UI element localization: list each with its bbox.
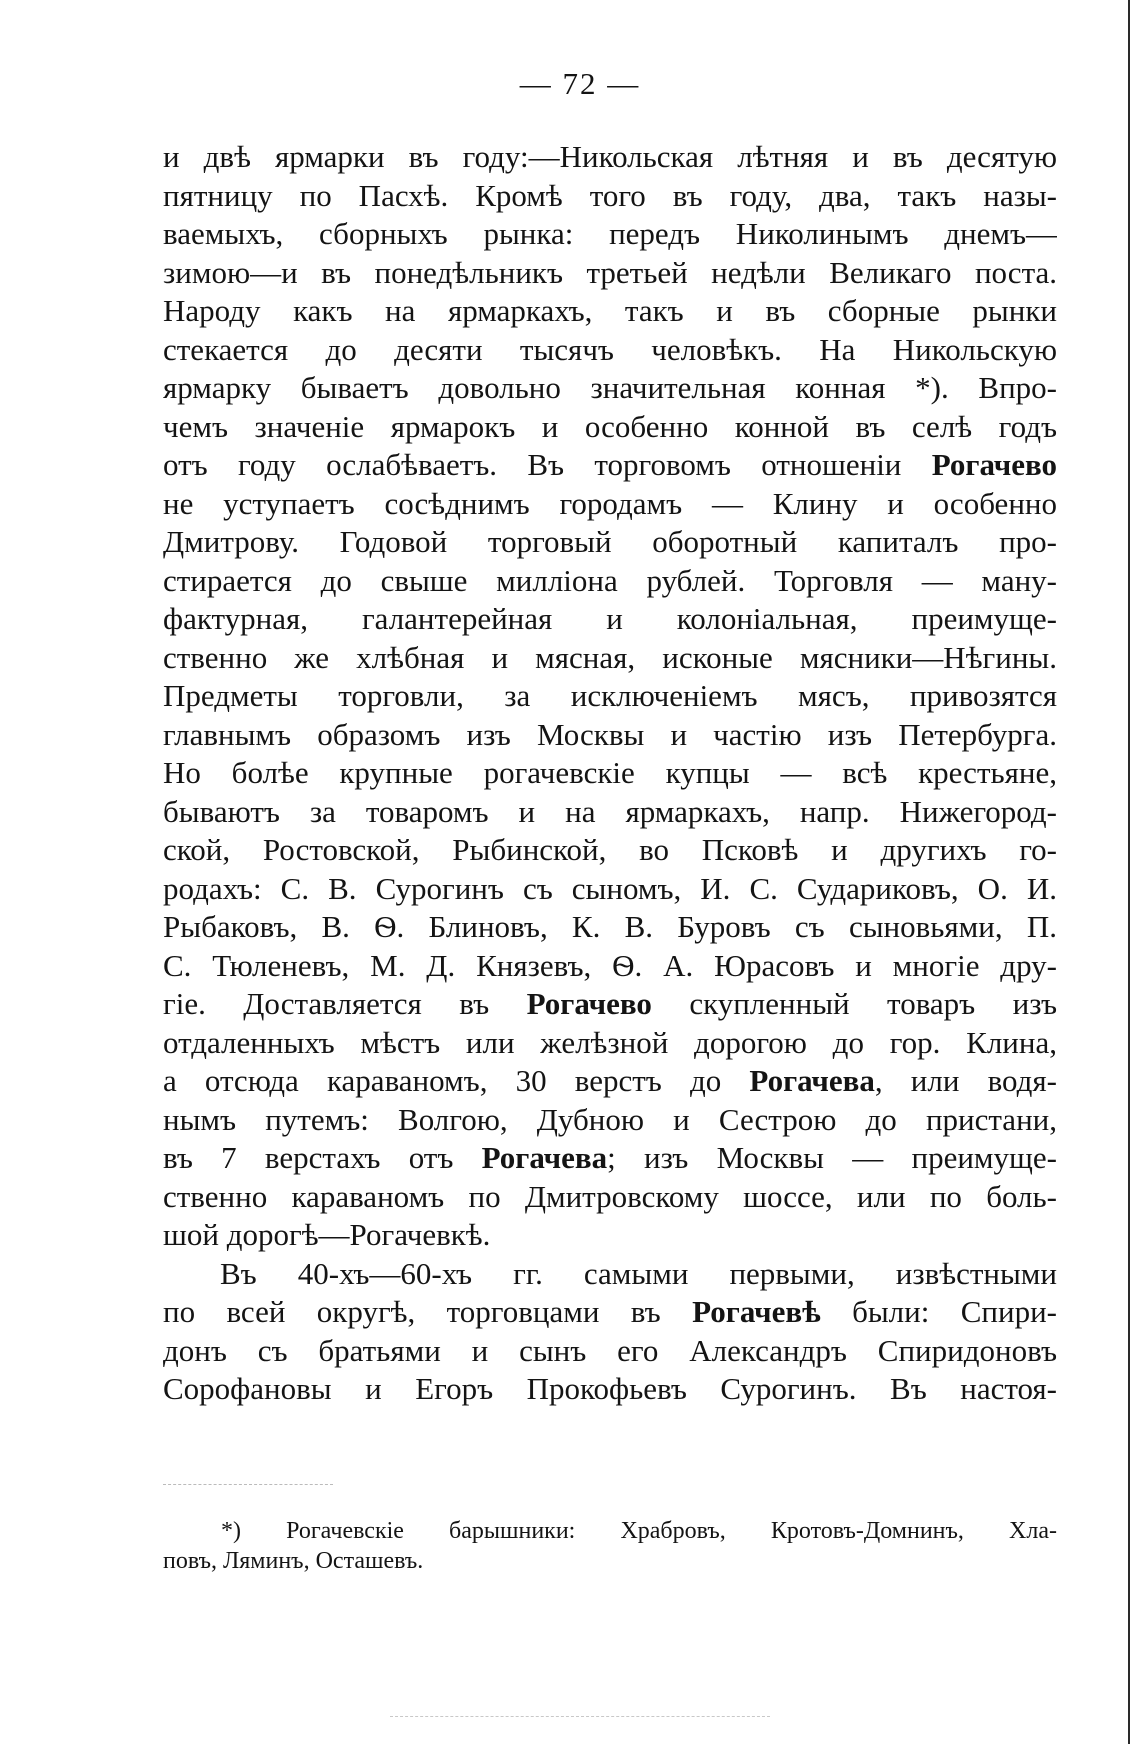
text-line [163, 254, 1057, 293]
footnote-line: повъ, Ляминъ, Осташевъ. [163, 1548, 424, 1574]
text-run: нымъ путемъ: Волгою, Дубною и Сестрою до пристани, [163, 1101, 1057, 1137]
text-run: , или водя- [874, 1063, 1057, 1098]
text-run: Народу какъ на ярмаркахъ, такъ и въ сборные рынки [163, 293, 1057, 328]
text-line [163, 485, 1057, 524]
text-run: не уступаетъ сосѣднимъ городамъ — Клину и особенно [163, 485, 1057, 521]
bold-place-name: Рогачева [749, 1063, 875, 1098]
text-line [163, 177, 1057, 216]
text-line [163, 446, 1057, 485]
text-run: ской, Ростовской, Рыбинской, во Псковѣ и другихъ го- [163, 832, 1057, 867]
text-line [163, 1332, 1057, 1371]
text-run: чемъ значеніе ярмарокъ и особенно конной въ селѣ годъ [163, 408, 1057, 444]
text-run: ственно караваномъ по Дмитровскому шоссе, или по боль- [163, 1178, 1057, 1214]
text-run: и двѣ ярмарки въ году:—Никольская лѣтняя и въ десятую [163, 139, 1057, 174]
text-run: ваемыхъ, сборныхъ рынка: передъ Николинымъ днемъ— [163, 216, 1057, 251]
bold-place-name: Рогачева [481, 1140, 608, 1175]
text-line [163, 754, 1057, 793]
text-line [163, 1370, 1057, 1409]
text-run: по всей округѣ, торговцами въ [163, 1294, 693, 1329]
text-run: зимою—и въ понедѣльникъ третьей недѣли Великаго поста. [163, 254, 1057, 290]
footnote [163, 1516, 1057, 1576]
text-run: родахъ: С. В. Сурогинъ съ сыномъ, И. С. Судариковъ, О. И. [163, 870, 1057, 906]
text-run: въ 7 верстахъ отъ [163, 1140, 482, 1175]
text-line [163, 1139, 1057, 1178]
text-run: ственно же хлѣбная и мясная, исконые мясники—Нѣгины. [163, 639, 1057, 675]
text-run: Сорофановы и Егоръ Прокофьевъ Сурогинъ. Въ настоя- [163, 1371, 1057, 1406]
text-run: бываютъ за товаромъ и на ярмаркахъ, напр. Нижегород- [163, 793, 1057, 829]
text-line [163, 600, 1057, 639]
text-line [163, 831, 1057, 870]
text-line [163, 908, 1057, 947]
text-line [163, 215, 1057, 254]
bold-place-name: Рогачево [526, 986, 652, 1021]
text-line [163, 985, 1057, 1024]
text-run: а отсюда караваномъ, 30 верстъ до [163, 1063, 750, 1098]
text-run: фактурная, галантерейная и колоніальная, преимуще- [163, 601, 1057, 636]
text-run: ярмарку бываетъ довольно значительная конная *). Впро- [163, 370, 1057, 405]
text-run: главнымъ образомъ изъ Москвы и частію изъ Петербурга. [163, 716, 1057, 752]
text-line [163, 870, 1057, 909]
footnote-divider [163, 1484, 333, 1485]
text-run: стирается до свыше милліона рублей. Торговля — ману- [163, 562, 1057, 598]
page-edge-line [1128, 0, 1130, 1744]
text-line [163, 1255, 1057, 1294]
text-line [163, 331, 1057, 370]
text-line [163, 677, 1057, 716]
text-line [163, 793, 1057, 832]
text-line [163, 292, 1057, 331]
text-run: Но болѣе крупные рогачевскіе купцы — всѣ крестьяне, [163, 755, 1057, 790]
text-run: пятницу по Пасхѣ. Кромѣ того въ году, два, такъ назы- [163, 177, 1057, 213]
scan-artifact [390, 1716, 770, 1717]
text-line [163, 1293, 1057, 1332]
text-line [163, 1024, 1057, 1063]
text-line [163, 138, 1057, 177]
main-text [163, 138, 1057, 1409]
text-line [163, 716, 1057, 755]
text-line [163, 1101, 1057, 1140]
text-line [163, 562, 1057, 601]
text-line [163, 639, 1057, 678]
text-run: отдаленныхъ мѣстъ или желѣзной дорогою до гор. Клина, [163, 1024, 1057, 1060]
text-line [163, 523, 1057, 562]
text-run: Дмитрову. Годовой торговый оборотный капиталъ про- [163, 524, 1057, 559]
text-run: шой дорогѣ—Рогачевкѣ. [163, 1217, 491, 1252]
text-line [163, 408, 1057, 447]
text-line [163, 947, 1057, 986]
bold-place-name: Рогачевѣ [692, 1294, 821, 1329]
text-run: Рыбаковъ, В. Ѳ. Блиновъ, К. В. Буровъ съ сыновьями, П. [163, 909, 1057, 944]
text-line [163, 1216, 1057, 1255]
text-run: ; изъ Москвы — преимуще- [607, 1140, 1057, 1175]
text-run: С. Тюленевъ, М. Д. Князевъ, Ѳ. А. Юрасовъ и многіе дру- [163, 947, 1057, 983]
text-line [163, 369, 1057, 408]
text-run: гіе. Доставляется въ [163, 986, 527, 1021]
text-run: отъ году ослабѣваетъ. Въ торговомъ отношеніи [163, 447, 932, 482]
text-run: донъ съ братьями и сынъ его Александръ Спиридоновъ [163, 1332, 1057, 1368]
page-number: — 72 — [519, 66, 641, 101]
footnote-line: *) Рогачевскіе барышники: Храбровъ, Кротовъ-Домнинъ, Хла- [221, 1518, 1057, 1544]
text-run: скупленный товаръ изъ [651, 986, 1057, 1021]
text-run: Предметы торговли, за исключеніемъ мясъ, привозятся [163, 678, 1057, 713]
text-run: были: Спири- [820, 1294, 1057, 1329]
text-line [163, 1178, 1057, 1217]
text-run: Въ 40-хъ—60-хъ гг. самыми первыми, извѣстными [220, 1255, 1057, 1291]
text-line [163, 1062, 1057, 1101]
bold-place-name: Рогачево [931, 447, 1057, 482]
text-run: стекается до десяти тысячъ человѣкъ. На Никольскую [163, 331, 1057, 367]
